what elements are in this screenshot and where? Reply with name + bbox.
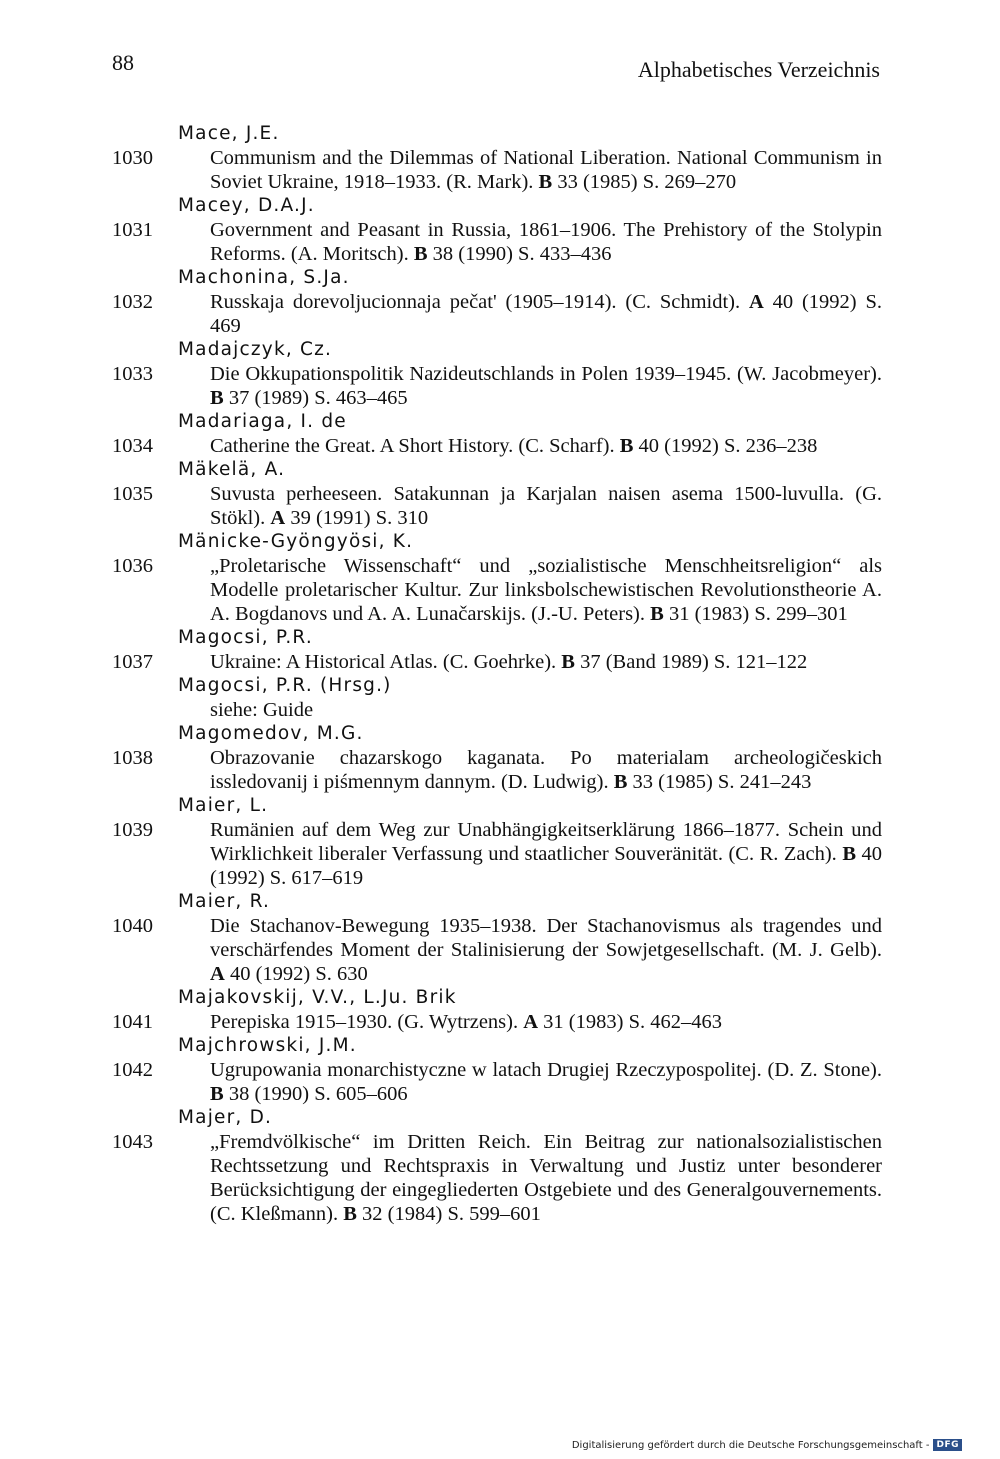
author-name: Mäkelä, A. — [178, 459, 286, 480]
entry-text — [210, 146, 882, 194]
author-name: Majer, D. — [178, 1107, 273, 1128]
citation-title: „Fremdvölkische“ im Dritten Reich. Ein Beitrag zur nationalsozialistischen Rechtssetzung und Rechtspraxis in Verwaltung und Justiz unter besonderer Berücksichtigung der eingegliederten Ostgebiete und des Generalgouvernements. (C. Kleßmann). — [210, 1131, 882, 1225]
journal-series: A — [210, 963, 225, 985]
running-head: Alphabetisches Verzeichnis — [637, 57, 880, 82]
journal-series: B — [538, 171, 553, 193]
citation-reference: 32 (1984) S. 599–601 — [362, 1203, 541, 1225]
bibliography-entry — [112, 122, 882, 194]
entry-body — [112, 290, 882, 338]
entry-body — [112, 914, 882, 986]
bibliography-entry — [112, 338, 882, 410]
citation-title: Die Okkupationspolitik Nazideutschlands in Polen 1939–1945. (W. Jacobmeyer). — [210, 363, 882, 385]
footer — [572, 1439, 962, 1451]
journal-series: B — [343, 1203, 357, 1225]
entry-number: 1038 — [112, 747, 153, 769]
author-name: Mänicke-Gyöngyösi, K. — [178, 531, 414, 552]
entry-number: 1036 — [112, 555, 153, 577]
citation-reference: 39 (1991) S. 310 — [290, 507, 429, 529]
journal-series: B — [210, 387, 224, 409]
journal-series: B — [842, 843, 856, 865]
entry-text — [210, 218, 882, 266]
citation-reference: 31 (1983) S. 462–463 — [543, 1011, 722, 1033]
author-name: Magocsi, P.R. — [178, 627, 313, 648]
entry-body — [112, 146, 882, 194]
entry-text — [210, 1058, 882, 1106]
citation-title: Government and Peasant in Russia, 1861–1906. The Prehistory of the Stolypin Reforms. (A. Moritsch). — [210, 219, 882, 265]
bibliography-entry — [112, 530, 882, 626]
author-name: Magomedov, M.G. — [178, 723, 364, 744]
entry-number: 1040 — [112, 915, 153, 937]
citation-reference: 31 (1983) S. 299–301 — [668, 603, 848, 625]
entry-text — [210, 914, 882, 986]
author-name: Madajczyk, Cz. — [178, 339, 333, 360]
journal-series: B — [613, 771, 628, 793]
author-name: Mace, J.E. — [178, 123, 280, 144]
entry-text — [210, 434, 882, 458]
entry-list — [112, 122, 882, 1226]
entry-number: 1037 — [112, 651, 153, 673]
author-name: Macey, D.A.J. — [178, 195, 315, 216]
citation-reference: 38 (1990) S. 433–436 — [432, 243, 612, 265]
entry-text — [210, 1130, 882, 1226]
entry-body — [112, 218, 882, 266]
bibliography-entry — [112, 194, 882, 266]
footer-text: Digitalisierung gefördert durch die Deutsche Forschungsgemeinschaft - — [571, 1439, 930, 1451]
entry-text — [210, 482, 882, 530]
journal-series: A — [270, 507, 286, 529]
entry-text — [210, 1010, 882, 1034]
entry-number: 1034 — [112, 435, 153, 457]
citation-title: Communism and the Dilemmas of National Liberation. National Communism in Soviet Ukraine, 1918–1933. (R. Mark). — [210, 147, 882, 193]
journal-series: B — [619, 435, 634, 457]
citation-title: Russkaja dorevoljucionnaja pečat' (1905–1914). (C. Schmidt). — [210, 291, 741, 313]
journal-series: B — [561, 651, 575, 673]
citation-title: „Proletarische Wissenschaft“ und „sozialistische Menschheitsreligion“ als Modelle proletarischer Kultur. Zur linksbolschewistischen Revolutionstheorie A. A. Bogdanovs und A. A. Lunačarskijs. (J.-U. Peters). — [210, 555, 882, 625]
entry-text — [210, 746, 882, 794]
journal-series: B — [413, 243, 428, 265]
journal-series: A — [748, 291, 764, 313]
entry-body — [112, 818, 882, 890]
journal-series: B — [210, 1083, 224, 1105]
journal-series: B — [650, 603, 664, 625]
entry-body — [112, 1130, 882, 1226]
citation-reference: 40 (1992) S. 630 — [229, 963, 368, 985]
citation-reference: 40 (1992) S. 469 — [210, 291, 882, 337]
entry-body — [112, 650, 882, 674]
author-name: Maier, R. — [178, 891, 271, 912]
citation-title: Catherine the Great. A Short History. (C. Scharf). — [210, 435, 615, 457]
entry-body — [112, 554, 882, 626]
entry-text — [210, 818, 882, 890]
author-name: Maier, L. — [178, 795, 269, 816]
bibliography-entry — [112, 626, 882, 674]
bibliography-entry — [112, 794, 882, 890]
entry-number: 1043 — [112, 1131, 153, 1153]
citation-title: Perepiska 1915–1930. (G. Wytrzens). — [210, 1011, 519, 1033]
citation-reference: 37 (Band 1989) S. 121–122 — [580, 651, 808, 673]
author-name: Machonina, S.Ja. — [178, 267, 350, 288]
citation-reference: 40 (1992) S. 236–238 — [638, 435, 818, 457]
citation-reference: 38 (1990) S. 605–606 — [228, 1083, 408, 1105]
entry-number: 1033 — [112, 363, 153, 385]
author-name: Majakovskij, V.V., L.Ju. Brik — [178, 987, 457, 1008]
citation-title: Suvusta perheeseen. Satakunnan ja Karjalan naisen asema 1500-luvulla. (G. Stökl). — [210, 483, 882, 529]
entry-number: 1041 — [112, 1011, 153, 1033]
cross-reference: siehe: Guide — [210, 699, 314, 721]
bibliography-entry — [112, 722, 882, 794]
bibliography-entry — [112, 986, 882, 1034]
citation-title: Obrazovanie chazarskogo kaganata. Po materialam archeologičeskich issledovanij i piśmennym dannym. (D. Ludwig). — [210, 747, 882, 793]
entry-body — [112, 746, 882, 794]
citation-title: Die Stachanov-Bewegung 1935–1938. Der Stachanovismus als tragendes und verschärfendes Moment der Stalinisierung der Sowjetgesellschaft. (M. J. Gelb). — [210, 915, 882, 961]
bibliography-entry — [112, 458, 882, 530]
bibliography-entry — [112, 410, 882, 458]
entry-body — [112, 1058, 882, 1106]
entry-body — [112, 482, 882, 530]
citation-title: Rumänien auf dem Weg zur Unabhängigkeitserklärung 1866–1877. Schein und Wirklichkeit liberaler Verfassung und staatlicher Souveränität. (C. R. Zach). — [210, 819, 882, 865]
entry-number: 1035 — [112, 483, 153, 505]
entry-text — [210, 554, 882, 626]
citation-reference: 37 (1989) S. 463–465 — [228, 387, 408, 409]
entry-number: 1042 — [112, 1059, 153, 1081]
bibliography-entry — [112, 1106, 882, 1226]
entry-text — [210, 290, 882, 338]
bibliography-entry — [112, 674, 882, 722]
entry-text — [210, 362, 882, 410]
page-number: 88 — [112, 50, 134, 75]
citation-reference: 40 (1992) S. 617–619 — [210, 843, 882, 889]
author-name: Magocsi, P.R. (Hrsg.) — [178, 675, 392, 696]
entry-number: 1032 — [112, 291, 153, 313]
citation-reference: 33 (1985) S. 241–243 — [632, 771, 812, 793]
entry-number: 1030 — [112, 147, 153, 169]
bibliography-entry — [112, 1034, 882, 1106]
entry-body — [112, 434, 882, 458]
bibliography-entry — [112, 266, 882, 338]
entry-number: 1039 — [112, 819, 153, 841]
entry-number: 1031 — [112, 219, 153, 241]
entry-text — [210, 650, 882, 674]
citation-reference: 33 (1985) S. 269–270 — [557, 171, 737, 193]
entry-body — [112, 1010, 882, 1034]
citation-title: Ukraine: A Historical Atlas. (C. Goehrke). — [210, 651, 557, 673]
bibliography-entry — [112, 890, 882, 986]
dfg-logo: DFG — [933, 1439, 962, 1451]
author-name: Majchrowski, J.M. — [178, 1035, 357, 1056]
citation-title: Ugrupowania monarchistyczne w latach Drugiej Rzeczypospolitej. (D. Z. Stone). — [210, 1059, 882, 1081]
journal-series: A — [523, 1011, 539, 1033]
author-name: Madariaga, I. de — [178, 411, 347, 432]
entry-body — [112, 362, 882, 410]
